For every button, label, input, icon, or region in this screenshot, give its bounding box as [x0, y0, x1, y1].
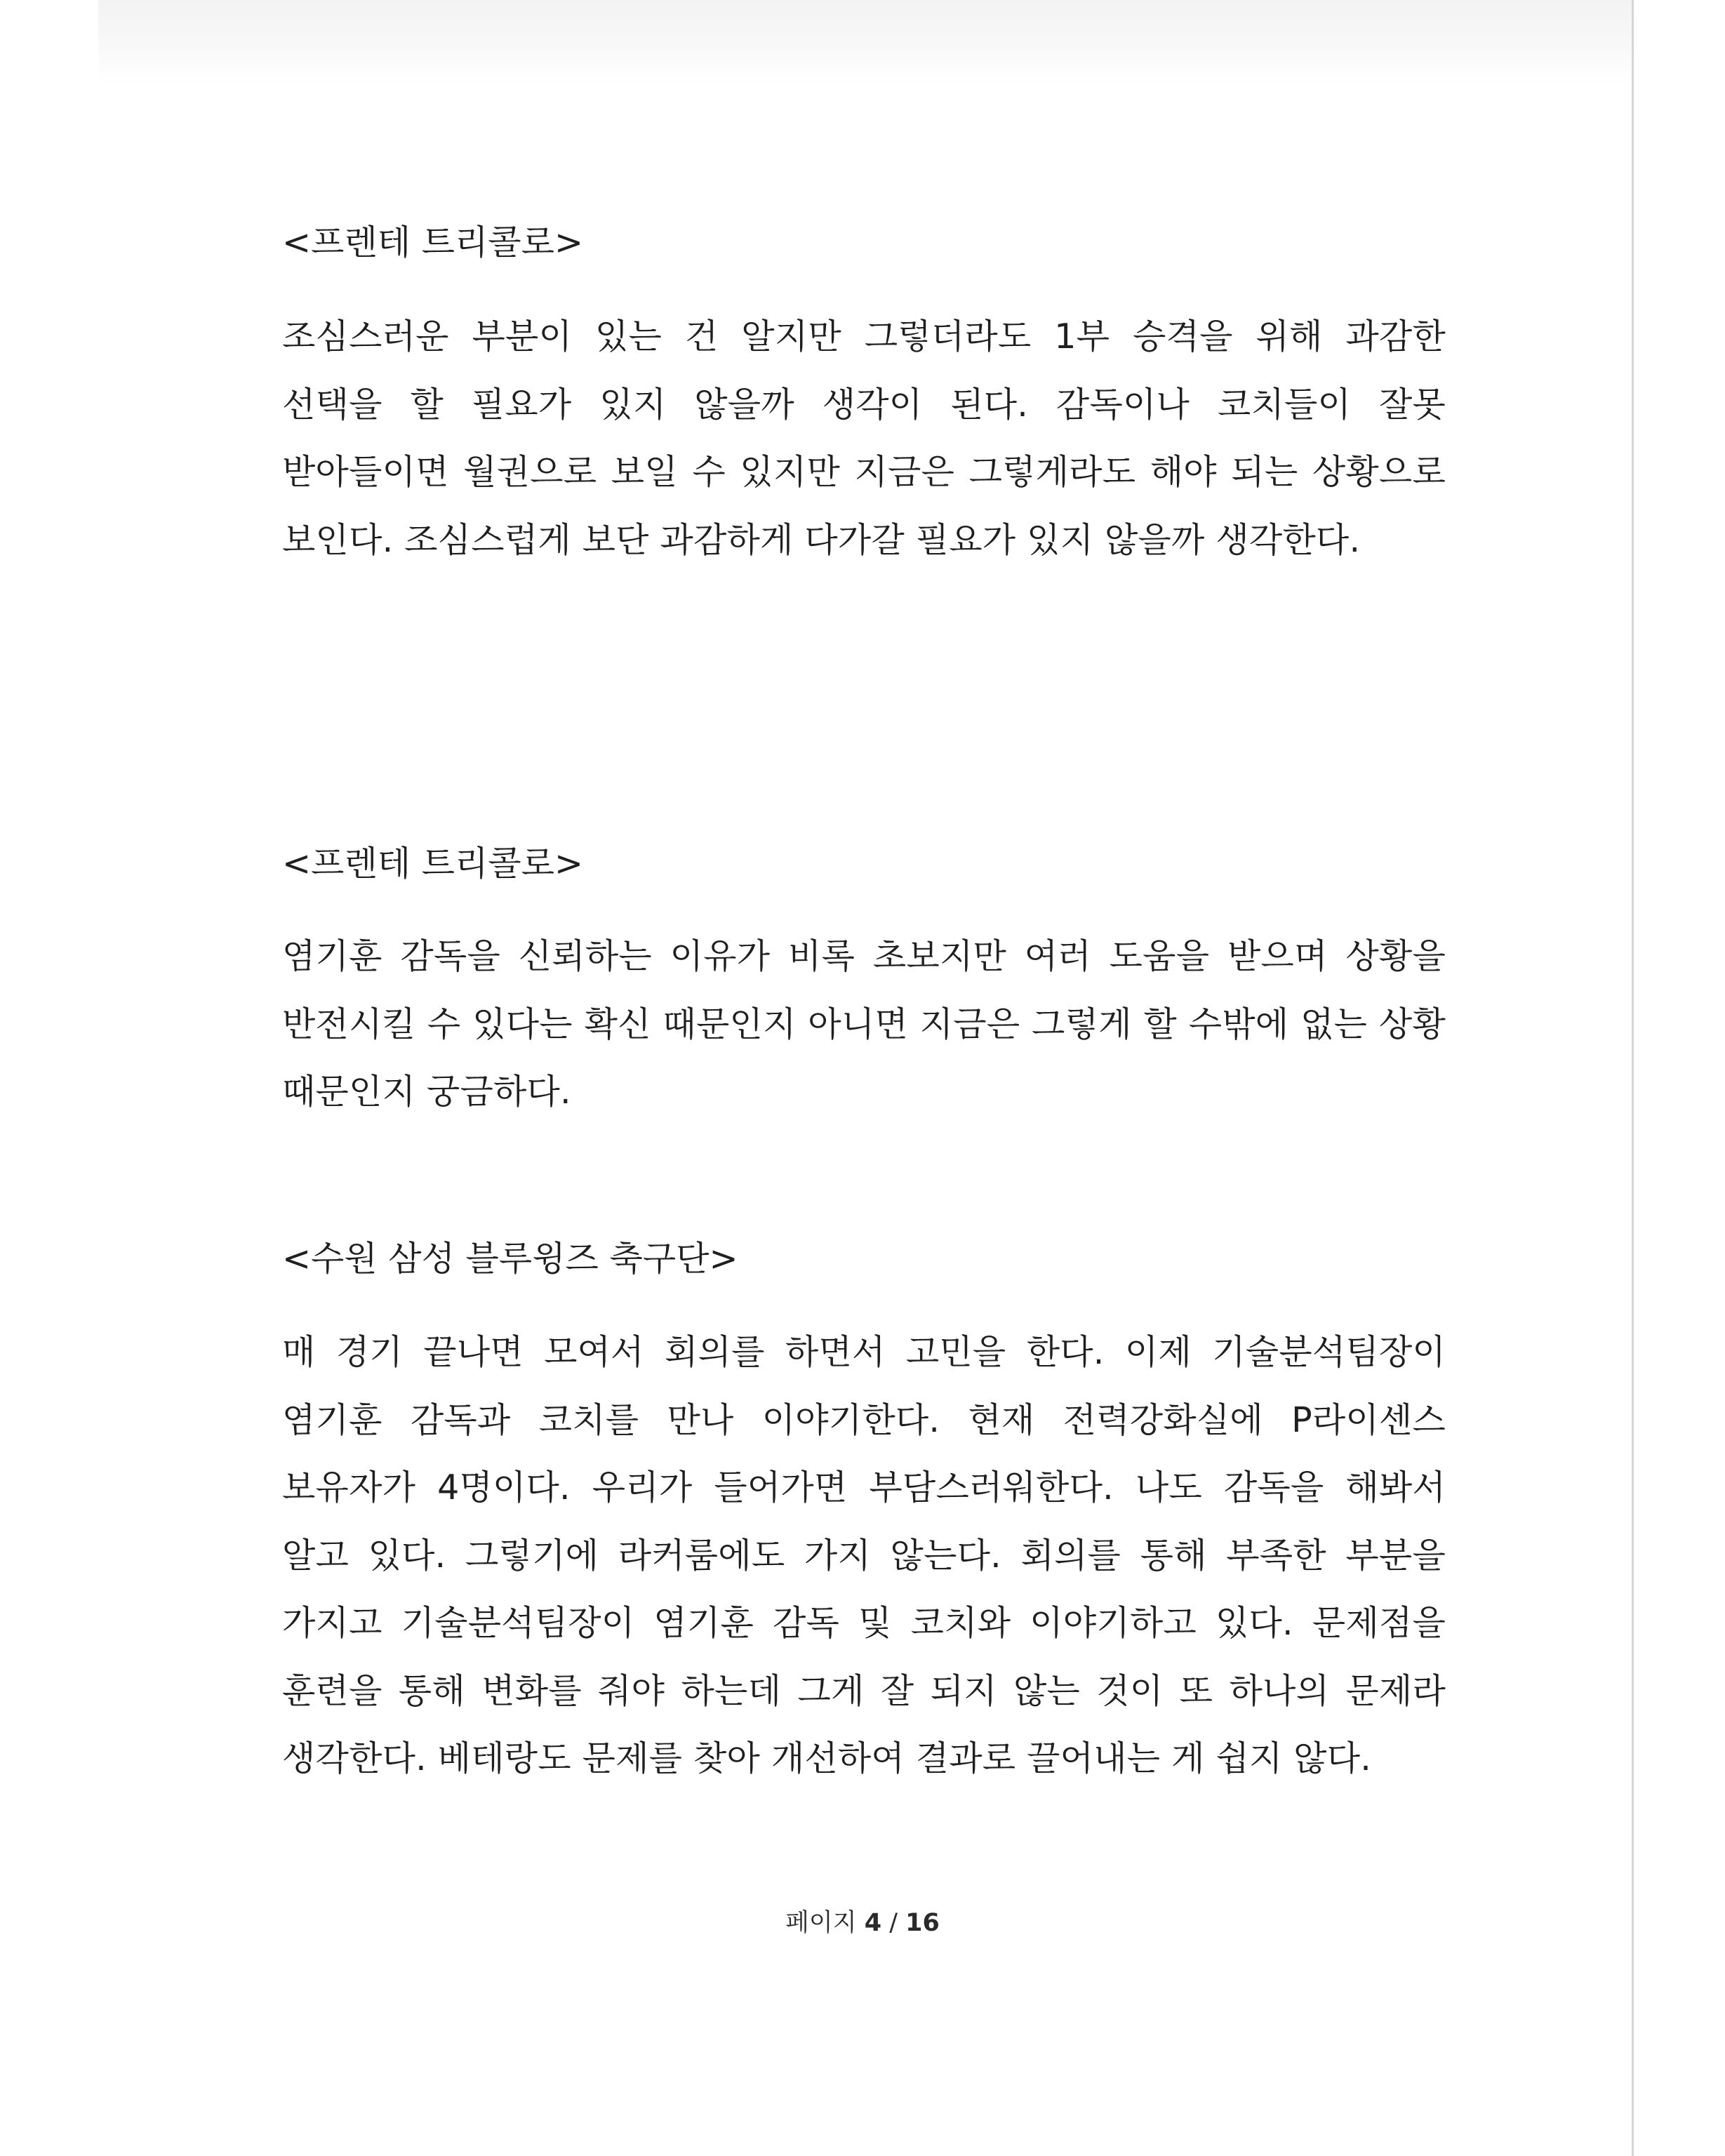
section-heading-3: <수원 삼성 블루윙즈 축구단> [282, 1239, 738, 1279]
section-body-1: 조심스러운 부분이 있는 건 알지만 그렇더라도 1부 승격을 위해 과감한 선택을 할 필요가 있지 않을까 생각이 된다. 감독이나 코치들이 잘못 받아들이면 월권으로 보일 수 있지만 지금은 그렇게라도 해야 되는 상황으로 보인다. 조심스럽게 보단 과감하게 다가갈 필요가 있지 않을까 생각한다. [282, 317, 1446, 560]
section-body-3: 매 경기 끝나면 모여서 회의를 하면서 고민을 한다. 이제 기술분석팀장이 염기훈 감독과 코치를 만나 이야기한다. 현재 전력강화실에 P라이센스 보유자가 4명이다. 우리가 들어가면 부담스러워한다. 나도 감독을 해봐서 알고 있다. 그렇기에 라커룸에도 가지 않는다. 회의를 통해 부족한 부분을 가지고 기술분석팀장이 염기훈 감독 및 코치와 이야기하고 있다. 문제점을 훈련을 통해 변화를 줘야 하는데 그게 잘 되지 않는 것이 또 하나의 문제라 생각한다. 베테랑도 문제를 찾아 개선하여 결과로 끌어내는 게 쉽지 않다. [282, 1332, 1446, 1778]
page-number-footer [0, 1908, 1725, 1938]
section-heading-2: <프렌테 트리콜로> [282, 844, 584, 884]
section-body-2: 염기훈 감독을 신뢰하는 이유가 비록 초보지만 여러 도움을 받으며 상황을 반전시킬 수 있다는 확신 때문인지 아니면 지금은 그렇게 할 수밖에 없는 상황 때문인지 궁금하다. [282, 936, 1446, 1112]
right-margin [1634, 0, 1725, 2156]
section-heading-1: <프렌테 트리콜로> [282, 222, 584, 262]
document-page [282, 0, 1447, 2156]
total-page-count: 16 [905, 1909, 940, 1937]
page-label: 페이지 [785, 1909, 857, 1937]
page-separator: / [889, 1909, 898, 1937]
current-page-number: 4 [864, 1909, 882, 1937]
